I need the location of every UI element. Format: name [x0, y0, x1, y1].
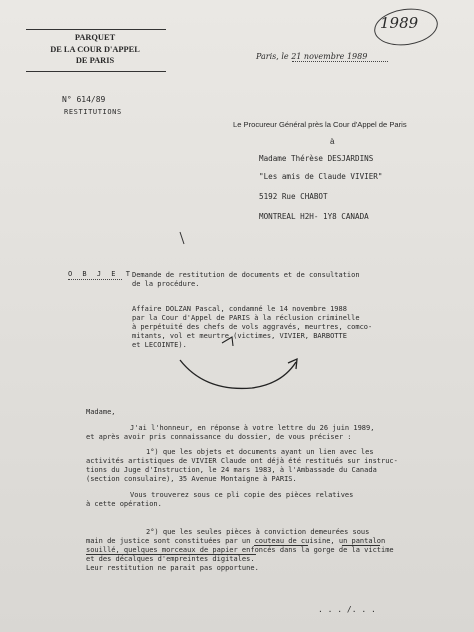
recipient-preposition: à	[330, 137, 335, 146]
recipient-line: Madame Thérèse DESJARDINS	[259, 154, 374, 163]
continuation-mark: . . . /. . .	[318, 605, 376, 614]
intro-line: J'ai l'honneur, en réponse à votre lettre du 26 juin 1989,	[130, 424, 375, 432]
objet-line: Demande de restitution de documents et de consultation	[132, 271, 360, 279]
recipient-line: 5192 Rue CHABOT	[259, 192, 328, 201]
recipient-line: "Les amis de Claude VIVIER"	[259, 172, 383, 181]
point1-line: (section consulaire), 35 Avenue Montaigne à PARIS.	[86, 475, 297, 483]
office-line: DE PARIS	[75, 56, 115, 65]
office-line: DE LA COUR D'APPEL	[50, 44, 140, 54]
point2-line: main de justice sont constituées par un couteau de cuisine, un pantalon	[86, 537, 386, 545]
point2-underline	[86, 554, 256, 555]
department-label: RESTITUTIONS	[64, 108, 122, 116]
affair-line: Affaire DOLZAN Pascal, condamné le 14 novembre 1988	[132, 305, 347, 313]
affair-line: par la Cour d'Appel de PARIS à la réclusion criminelle	[132, 314, 360, 322]
stamp-number: 1989	[380, 14, 419, 32]
date-line: Paris, le 21 novembre 1989	[256, 52, 368, 61]
point2-line: et des décalques d'empreintes digitales.	[86, 555, 255, 563]
objet-label: O B J E T	[68, 270, 133, 278]
objet-line: de la procédure.	[132, 280, 200, 288]
point2-underline	[254, 545, 308, 546]
affair-line: et LECOINTE).	[132, 341, 187, 349]
point1-line: tions du Juge d'Instruction, le 24 mars 1983, à l'Ambassade du Canada	[86, 466, 377, 474]
affair-line: mitants, vol et meurtre (victimes, VIVIER, BARBOTTE	[132, 332, 347, 340]
point2-line: 2°) que les seules pièces à conviction demeurées sous	[146, 528, 370, 536]
point1-line: 1°) que les objets et documents ayant un lien avec les	[146, 448, 374, 456]
office-line: PARQUET	[74, 33, 116, 42]
enclosure-line: à cette opération.	[86, 500, 162, 508]
recipient-line: MONTREAL H2H- 1Y8 CANADA	[259, 212, 369, 221]
point2-line: souillé, quelques morceaux de papier enfoncés dans la gorge de la victime	[86, 546, 394, 554]
affair-line: à perpétuité des chefs de vols aggravés, meurtres, comco-	[132, 323, 373, 331]
point2-underline	[342, 545, 380, 546]
salutation: Madame,	[86, 408, 116, 416]
reference-number: N° 614/89	[62, 95, 106, 104]
point2-line: Leur restitution ne parait pas opportune.	[86, 564, 259, 572]
intro-line: et après avoir pris connaissance du dossier, de vous préciser :	[86, 433, 352, 441]
enclosure-line: Vous trouverez sous ce pli copie des pièces relatives	[130, 491, 354, 499]
point1-line: activités artistiques de VIVIER Claude ont déjà été restitués sur instruc-	[86, 457, 398, 465]
sender-line: Le Procureur Général près la Cour d'Appel de Paris	[233, 120, 407, 129]
